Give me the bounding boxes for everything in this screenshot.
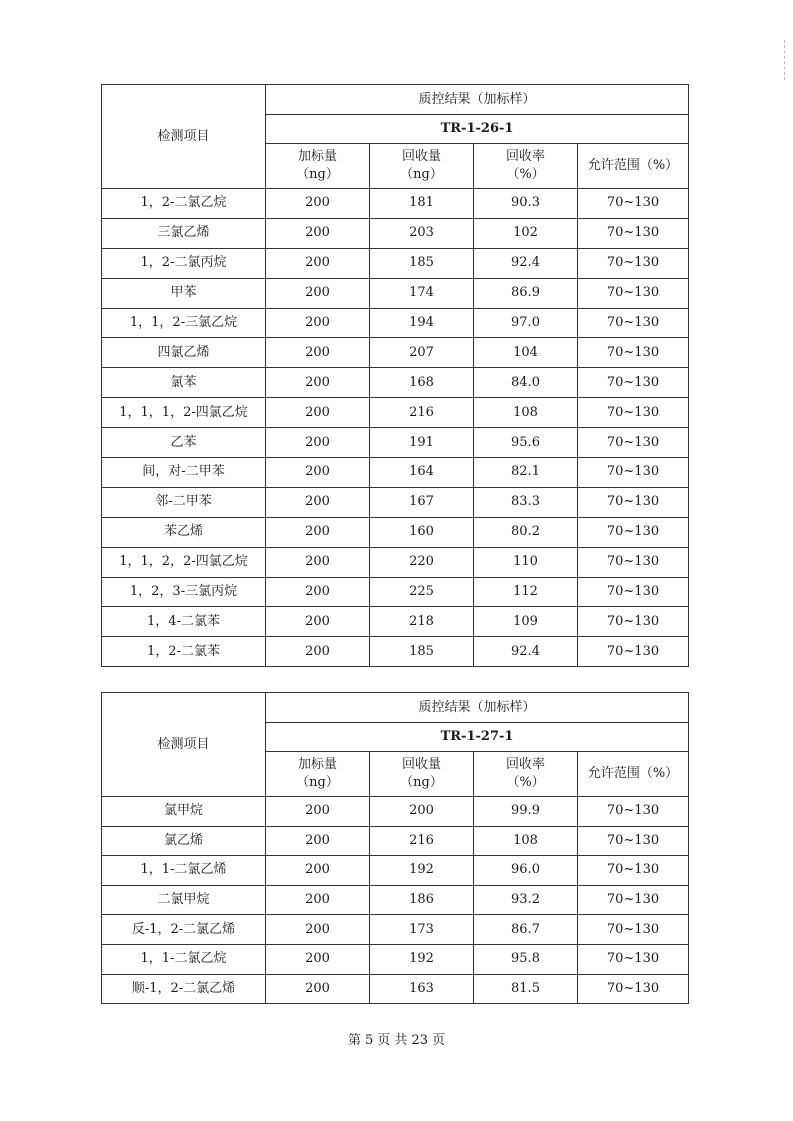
range-cell: 70~130 xyxy=(578,826,689,856)
row-header-cell: 检测项目 xyxy=(102,693,266,797)
rate-cell: 90.3 xyxy=(474,189,578,219)
header-row-group xyxy=(102,693,689,723)
table-row xyxy=(102,607,689,637)
range-cell: 70~130 xyxy=(578,308,689,338)
recovered-cell: 186 xyxy=(370,885,474,915)
spike-cell: 200 xyxy=(266,547,370,577)
spike-cell: 200 xyxy=(266,189,370,219)
rate-cell: 92.4 xyxy=(474,637,578,667)
rate-cell: 112 xyxy=(474,577,578,607)
col-rate-unit: （%） xyxy=(506,167,545,182)
footer-prefix: 第 xyxy=(348,1033,362,1048)
rate-cell: 81.5 xyxy=(474,974,578,1004)
col-recovered-header xyxy=(370,752,474,797)
compound-cell: 氯甲烷 xyxy=(102,797,266,827)
col-range-header: 允许范围（%） xyxy=(578,144,689,189)
spike-cell: 200 xyxy=(266,338,370,368)
range-cell: 70~130 xyxy=(578,458,689,488)
rate-cell: 97.0 xyxy=(474,308,578,338)
compound-cell: 顺-1，2-二氯乙烯 xyxy=(102,974,266,1004)
recovered-cell: 207 xyxy=(370,338,474,368)
compound-cell: 1，4-二氯苯 xyxy=(102,607,266,637)
range-cell: 70~130 xyxy=(578,856,689,886)
spike-cell: 200 xyxy=(266,797,370,827)
rate-cell: 102 xyxy=(474,218,578,248)
compound-cell: 1，2，3-三氯丙烷 xyxy=(102,577,266,607)
range-cell: 70~130 xyxy=(578,398,689,428)
compound-cell: 四氯乙烯 xyxy=(102,338,266,368)
spike-cell: 200 xyxy=(266,398,370,428)
page-footer xyxy=(0,1029,793,1048)
recovered-cell: 216 xyxy=(370,398,474,428)
footer-total-pages: 23 xyxy=(411,1033,428,1048)
table-row xyxy=(102,428,689,458)
range-cell: 70~130 xyxy=(578,547,689,577)
recovered-cell: 168 xyxy=(370,368,474,398)
col-spike-header xyxy=(266,144,370,189)
compound-cell: 1，2-二氯丙烷 xyxy=(102,248,266,278)
table-row xyxy=(102,944,689,974)
recovered-cell: 163 xyxy=(370,974,474,1004)
recovered-cell: 181 xyxy=(370,189,474,219)
rate-cell: 92.4 xyxy=(474,248,578,278)
compound-cell: 反-1，2-二氯乙烯 xyxy=(102,915,266,945)
table-row xyxy=(102,308,689,338)
table-row xyxy=(102,368,689,398)
rate-cell: 108 xyxy=(474,398,578,428)
col-recovered-header xyxy=(370,144,474,189)
compound-cell: 1，2-二氯乙烷 xyxy=(102,189,266,219)
table-row xyxy=(102,637,689,667)
recovered-cell: 216 xyxy=(370,826,474,856)
rate-cell: 86.7 xyxy=(474,915,578,945)
recovered-cell: 185 xyxy=(370,248,474,278)
range-cell: 70~130 xyxy=(578,248,689,278)
compound-cell: 1，2-二氯苯 xyxy=(102,637,266,667)
table-row xyxy=(102,797,689,827)
range-cell: 70~130 xyxy=(578,338,689,368)
spike-cell: 200 xyxy=(266,487,370,517)
col-recovered-unit: （ng） xyxy=(400,775,443,790)
rate-cell: 110 xyxy=(474,547,578,577)
compound-cell: 三氯乙烯 xyxy=(102,218,266,248)
qc-table-2-body xyxy=(102,693,689,1004)
footer-mid: 页 共 xyxy=(377,1033,408,1048)
spike-cell: 200 xyxy=(266,885,370,915)
recovered-cell: 200 xyxy=(370,797,474,827)
rate-cell: 82.1 xyxy=(474,458,578,488)
spike-cell: 200 xyxy=(266,944,370,974)
recovered-cell: 173 xyxy=(370,915,474,945)
compound-cell: 1，1，1，2-四氯乙烷 xyxy=(102,398,266,428)
spike-cell: 200 xyxy=(266,915,370,945)
spike-cell: 200 xyxy=(266,637,370,667)
recovered-cell: 225 xyxy=(370,577,474,607)
recovered-cell: 174 xyxy=(370,278,474,308)
header-group-cell: 质控结果（加标样） xyxy=(266,85,689,115)
spike-cell: 200 xyxy=(266,826,370,856)
spike-cell: 200 xyxy=(266,368,370,398)
compound-cell: 1，1，2-三氯乙烷 xyxy=(102,308,266,338)
table-row xyxy=(102,218,689,248)
range-cell: 70~130 xyxy=(578,637,689,667)
rate-cell: 96.0 xyxy=(474,856,578,886)
spike-cell: 200 xyxy=(266,308,370,338)
range-cell: 70~130 xyxy=(578,797,689,827)
table-row xyxy=(102,248,689,278)
recovered-cell: 194 xyxy=(370,308,474,338)
scan-edge-mark xyxy=(784,40,787,80)
col-spike-header xyxy=(266,752,370,797)
footer-suffix: 页 xyxy=(431,1033,445,1048)
spike-cell: 200 xyxy=(266,218,370,248)
range-cell: 70~130 xyxy=(578,189,689,219)
spike-cell: 200 xyxy=(266,248,370,278)
col-recovered-unit: （ng） xyxy=(400,167,443,182)
header-row-group xyxy=(102,85,689,115)
rate-cell: 104 xyxy=(474,338,578,368)
table-row xyxy=(102,398,689,428)
compound-cell: 1，1-二氯乙烯 xyxy=(102,856,266,886)
col-range-header: 允许范围（%） xyxy=(578,752,689,797)
col-spike-unit: （ng） xyxy=(296,775,339,790)
range-cell: 70~130 xyxy=(578,607,689,637)
range-cell: 70~130 xyxy=(578,885,689,915)
sample-id-cell: TR-1-26-1 xyxy=(266,115,689,144)
recovered-cell: 192 xyxy=(370,856,474,886)
table-row xyxy=(102,856,689,886)
spike-cell: 200 xyxy=(266,517,370,547)
spike-cell: 200 xyxy=(266,974,370,1004)
rate-cell: 109 xyxy=(474,607,578,637)
compound-cell: 乙苯 xyxy=(102,428,266,458)
col-recovered-label: 回收量 xyxy=(401,149,441,164)
compound-cell: 苯乙烯 xyxy=(102,517,266,547)
recovered-cell: 203 xyxy=(370,218,474,248)
table-row xyxy=(102,915,689,945)
range-cell: 70~130 xyxy=(578,218,689,248)
compound-cell: 二氯甲烷 xyxy=(102,885,266,915)
col-rate-label: 回收率 xyxy=(505,757,545,772)
row-header-cell: 检测项目 xyxy=(102,85,266,189)
compound-cell: 氯乙烯 xyxy=(102,826,266,856)
recovered-cell: 218 xyxy=(370,607,474,637)
rate-cell: 80.2 xyxy=(474,517,578,547)
spike-cell: 200 xyxy=(266,458,370,488)
recovered-cell: 191 xyxy=(370,428,474,458)
table-row xyxy=(102,458,689,488)
spike-cell: 200 xyxy=(266,577,370,607)
rate-cell: 95.6 xyxy=(474,428,578,458)
table-row xyxy=(102,487,689,517)
rate-cell: 99.9 xyxy=(474,797,578,827)
rate-cell: 84.0 xyxy=(474,368,578,398)
col-recovered-label: 回收量 xyxy=(401,757,441,772)
table-row xyxy=(102,547,689,577)
spike-cell: 200 xyxy=(266,607,370,637)
rate-cell: 95.8 xyxy=(474,944,578,974)
range-cell: 70~130 xyxy=(578,915,689,945)
col-rate-unit: （%） xyxy=(506,775,545,790)
rate-cell: 86.9 xyxy=(474,278,578,308)
table-row xyxy=(102,885,689,915)
recovered-cell: 192 xyxy=(370,944,474,974)
table-row xyxy=(102,577,689,607)
compound-cell: 氯苯 xyxy=(102,368,266,398)
rate-cell: 93.2 xyxy=(474,885,578,915)
footer-page-number: 5 xyxy=(365,1033,374,1048)
range-cell: 70~130 xyxy=(578,487,689,517)
compound-cell: 邻-二甲苯 xyxy=(102,487,266,517)
recovered-cell: 160 xyxy=(370,517,474,547)
range-cell: 70~130 xyxy=(578,577,689,607)
range-cell: 70~130 xyxy=(578,517,689,547)
compound-cell: 间，对-二甲苯 xyxy=(102,458,266,488)
recovered-cell: 220 xyxy=(370,547,474,577)
col-spike-label: 加标量 xyxy=(297,757,337,772)
range-cell: 70~130 xyxy=(578,428,689,458)
qc-table-2 xyxy=(101,692,689,1004)
table-row xyxy=(102,338,689,368)
recovered-cell: 167 xyxy=(370,487,474,517)
table-row xyxy=(102,517,689,547)
recovered-cell: 185 xyxy=(370,637,474,667)
range-cell: 70~130 xyxy=(578,278,689,308)
table-row xyxy=(102,826,689,856)
compound-cell: 1，1-二氯乙烷 xyxy=(102,944,266,974)
compound-cell: 1，1，2，2-四氯乙烷 xyxy=(102,547,266,577)
spike-cell: 200 xyxy=(266,278,370,308)
range-cell: 70~130 xyxy=(578,368,689,398)
range-cell: 70~130 xyxy=(578,944,689,974)
table-row xyxy=(102,189,689,219)
col-spike-unit: （ng） xyxy=(296,167,339,182)
sample-id-cell: TR-1-27-1 xyxy=(266,723,689,752)
range-cell: 70~130 xyxy=(578,974,689,1004)
qc-table-1-body xyxy=(102,85,689,667)
compound-cell: 甲苯 xyxy=(102,278,266,308)
rate-cell: 108 xyxy=(474,826,578,856)
qc-table-1 xyxy=(101,84,689,667)
spike-cell: 200 xyxy=(266,856,370,886)
recovered-cell: 164 xyxy=(370,458,474,488)
table-row xyxy=(102,278,689,308)
col-rate-header xyxy=(474,752,578,797)
spike-cell: 200 xyxy=(266,428,370,458)
col-rate-header xyxy=(474,144,578,189)
col-spike-label: 加标量 xyxy=(297,149,337,164)
table-row xyxy=(102,974,689,1004)
header-group-cell: 质控结果（加标样） xyxy=(266,693,689,723)
col-rate-label: 回收率 xyxy=(505,149,545,164)
rate-cell: 83.3 xyxy=(474,487,578,517)
